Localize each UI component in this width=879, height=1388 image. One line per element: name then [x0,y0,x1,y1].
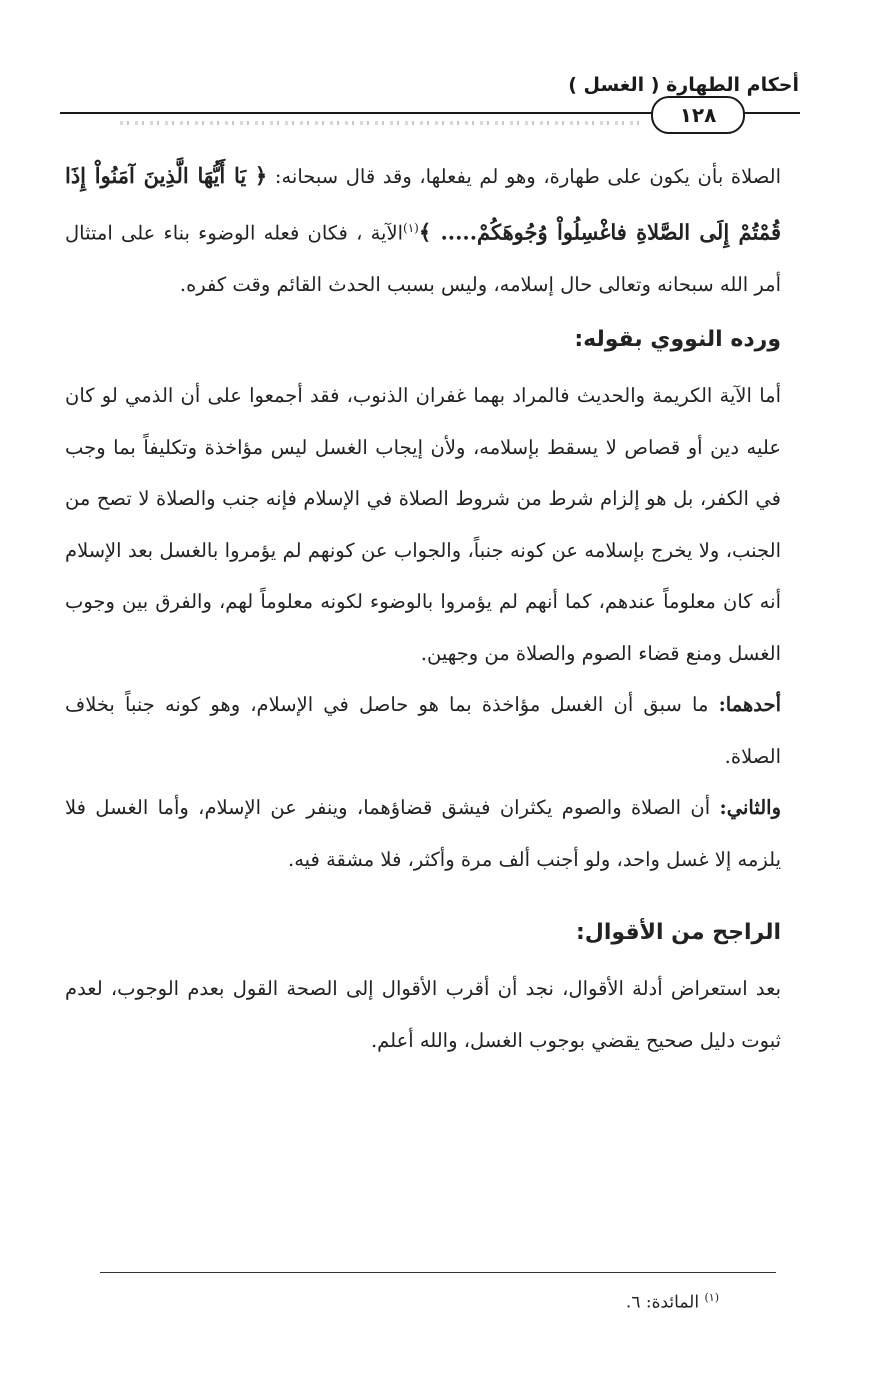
paragraph-4-lead: والثاني: [719,796,781,819]
paragraph-5: بعد استعراض أدلة الأقوال، نجد أن أقرب الأقوال إلى الصحة القول بعدم الوجوب، لعدم ثبوت دليل صحيح يقضي بوجوب الغسل، والله أعلم. [65,977,781,1052]
running-title: أحكام الطهارة ( الغسل ) [568,74,799,96]
paragraph-3 [65,679,781,782]
footnote-marker: (١) [704,1291,719,1304]
footnote-text: المائدة: ٦. [625,1292,700,1313]
paragraph-3-text: ما سبق أن الغسل مؤاخذة بما هو حاصل في الإسلام، وهو كونه جنباً بخلاف الصلاة. [65,693,781,768]
footnote-separator [100,1272,776,1273]
paragraph-3-lead: أحدهما: [718,693,781,716]
paragraph-4-text: أن الصلاة والصوم يكثران فيشق قضاؤهما، وينفر عن الإسلام، وأما الغسل فلا يلزمه إلا غسل واحد، ولو أجنب ألف مرة وأكثر، فلا مشقة فيه. [65,796,781,871]
paragraph-1-text-a: الصلاة بأن يكون على طهارة، وهو لم يفعلها، وقد قال سبحانه: [267,165,782,188]
scan-noise [120,121,640,125]
quran-verse: ﴿ يَا أَيُّهَا الَّذِينَ آمَنُواْ إِذَا قُمْتُمْ إِلَى الصَّلاةِ فاغْسِلُواْ وُجُوهَكُمْ..... ﴾ [65,163,781,244]
paragraph-4 [65,782,781,885]
header-rule-tail [744,112,800,114]
paragraph-2: أما الآية الكريمة والحديث فالمراد بهما غفران الذنوب، فقد أجمعوا على أن الذمي لو كان عليه دين أو قصاص لا يسقط بإسلامه، ولأن إيجاب الغسل ليس مؤاخذة وتكليفاً بما وجب في الكفر، بل هو إلزام شرط من شروط الصلاة في الإسلام فإنه جنب والصلاة لا تصح من الجنب، ولا يخرج بإسلامه عن كونه جنباً، والجواب عن كونهم لم يؤمروا بالغسل بعد الإسلام أنه كان معلوماً عندهم، كما أنهم لم يؤمروا بالوضوء لكونه معلوماً لهم، والفرق بين وجوب الغسل ومنع قضاء الصوم والصلاة من وجهين. [65,384,781,665]
footnote [626,1291,719,1313]
footnote-marker-ref: (١) [403,220,419,235]
main-text [65,150,781,1066]
heading-rajih: الراجح من الأقوال: [575,920,781,945]
page-number: ١٢٨ [651,96,745,134]
heading-nawawi: ورده النووي بقوله: [574,327,781,352]
spacer [65,885,781,903]
paragraph-1 [65,150,781,310]
paragraph-1-text-b: الآية ، فكان فعله الوضوء بناء على امتثال أمر الله سبحانه وتعالى حال إسلامه، وليس بسبب الحدث القائم وقت كفره. [65,221,781,296]
